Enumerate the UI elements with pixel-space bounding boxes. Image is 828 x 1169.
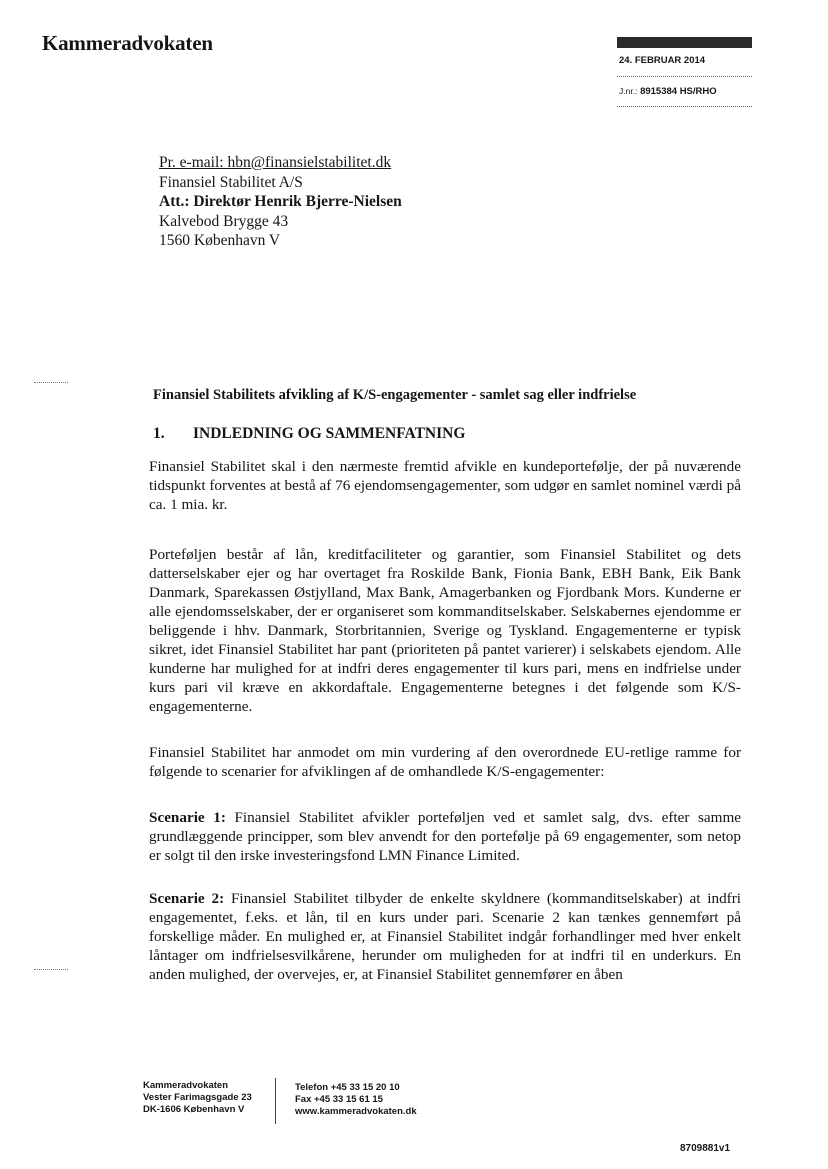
section-number: 1. xyxy=(153,425,165,442)
letter-date: 24. FEBRUAR 2014 xyxy=(619,55,706,66)
footer-divider xyxy=(275,1078,276,1124)
recipient-street: Kalvebod Brygge 43 xyxy=(159,212,289,230)
header-bar xyxy=(617,37,752,48)
scenario-2-text: Finansiel Stabilitet tilbyder de enkelte skyldnere (kommanditselskaber) at indfri engagementet, f.eks. et lån, til en kurs under pari. Scenarie 2 kan tænkes gennemført på forskellige måder. En mulighed er, at Finansiel Stabilitet indgår forhandlinger med hver enkelt låntager om indfrielsesvilkårene, herunder om muligheden for at indfri til en underkurs. En anden mulighed, der overvejes, er, at Finansiel Stabilitet gennemfører en åben xyxy=(149,890,742,983)
footer-website[interactable]: www.kammeradvokaten.dk xyxy=(295,1106,417,1117)
journal-number xyxy=(619,86,717,97)
section-heading xyxy=(153,425,465,443)
fold-mark xyxy=(34,382,68,383)
journal-number-label: J.nr.: xyxy=(619,86,638,96)
paragraph-scenario-1 xyxy=(149,808,741,865)
section-title: INDLEDNING OG SAMMENFATNING xyxy=(193,425,466,442)
footer-city: DK-1606 København V xyxy=(143,1104,245,1115)
document-id: 8709881v1 xyxy=(680,1143,731,1154)
paragraph-scenario-2 xyxy=(149,889,741,984)
journal-number-value: 8915384 HS/RHO xyxy=(640,86,717,97)
footer-fax: Fax +45 33 15 61 15 xyxy=(295,1094,383,1105)
letter-subject: Finansiel Stabilitets afvikling af K/S-engagementer - samlet sag eller indfrielse xyxy=(153,387,637,403)
scenario-1-label: Scenarie 1: xyxy=(149,809,226,826)
recipient-company: Finansiel Stabilitet A/S xyxy=(159,173,303,191)
recipient-attention: Att.: Direktør Henrik Bjerre-Nielsen xyxy=(159,193,402,210)
footer-address xyxy=(143,1080,252,1116)
footer-phone: Telefon +45 33 15 20 10 xyxy=(295,1082,400,1093)
scenario-2-label: Scenarie 2: xyxy=(149,890,225,907)
paragraph-intro: Finansiel Stabilitet skal i den nærmeste fremtid afvikle en kundeportefølje, der på nuværende tidspunkt forventes at bestå af 76 ejendomsengagementer, som udgør en samlet nominel værdi på ca. 1 mia. kr. xyxy=(149,458,741,513)
footer-firm-name: Kammeradvokaten xyxy=(143,1080,229,1091)
fold-mark xyxy=(34,969,68,970)
header-divider xyxy=(617,106,752,107)
recipient-address xyxy=(159,153,402,251)
recipient-email-line[interactable]: Pr. e-mail: hbn@finansielstabilitet.dk xyxy=(159,154,392,171)
header-divider xyxy=(617,76,752,77)
recipient-city: 1560 København V xyxy=(159,232,281,249)
scenario-1-text: Finansiel Stabilitet afvikler porteføljen ved et samlet salg, dvs. efter samme grundlæggende principper, som blev anvendt for den portefølje på 69 engagementer, som netop er solgt til den irske investeringsfond LMN Finance Limited. xyxy=(149,809,742,864)
firm-logo: Kammeradvokaten xyxy=(42,31,213,55)
paragraph-portfolio: Porteføljen består af lån, kreditfaciliteter og garantier, som Finansiel Stabilitet og dets datterselskaber ejer og har overtaget fra Roskilde Bank, Fionia Bank, EBH Bank, Eik Bank Danmark, Sparekassen Østjylland, Max Bank, Amagerbanken og Fjordbank Mors. Kunderne er alle ejendomsselskaber, der er organiseret som kommanditselskaber. Selskabernes ejendomme er beliggende i hhv. Danmark, Storbritannien, Sverige og Tyskland. Engagementerne er typisk sikret, idet Finansiel Stabilitet har pant (prioriteten på pantet varierer) i selskabets ejendom. Alle kunderne har mulighed for at indfri deres engagementer til kurs pari, mens en indfrielse under kurs pari vil kræve en akkordaftale. Engagementerne betegnes i det følgende som K/S-engagementerne. xyxy=(149,546,741,715)
footer-contact xyxy=(295,1082,417,1118)
footer-street: Vester Farimagsgade 23 xyxy=(143,1092,252,1103)
paragraph-request: Finansiel Stabilitet har anmodet om min vurdering af den overordnede EU-retlige ramme for følgende to scenarier for afviklingen af de omhandlede K/S-engagementer: xyxy=(149,744,741,780)
